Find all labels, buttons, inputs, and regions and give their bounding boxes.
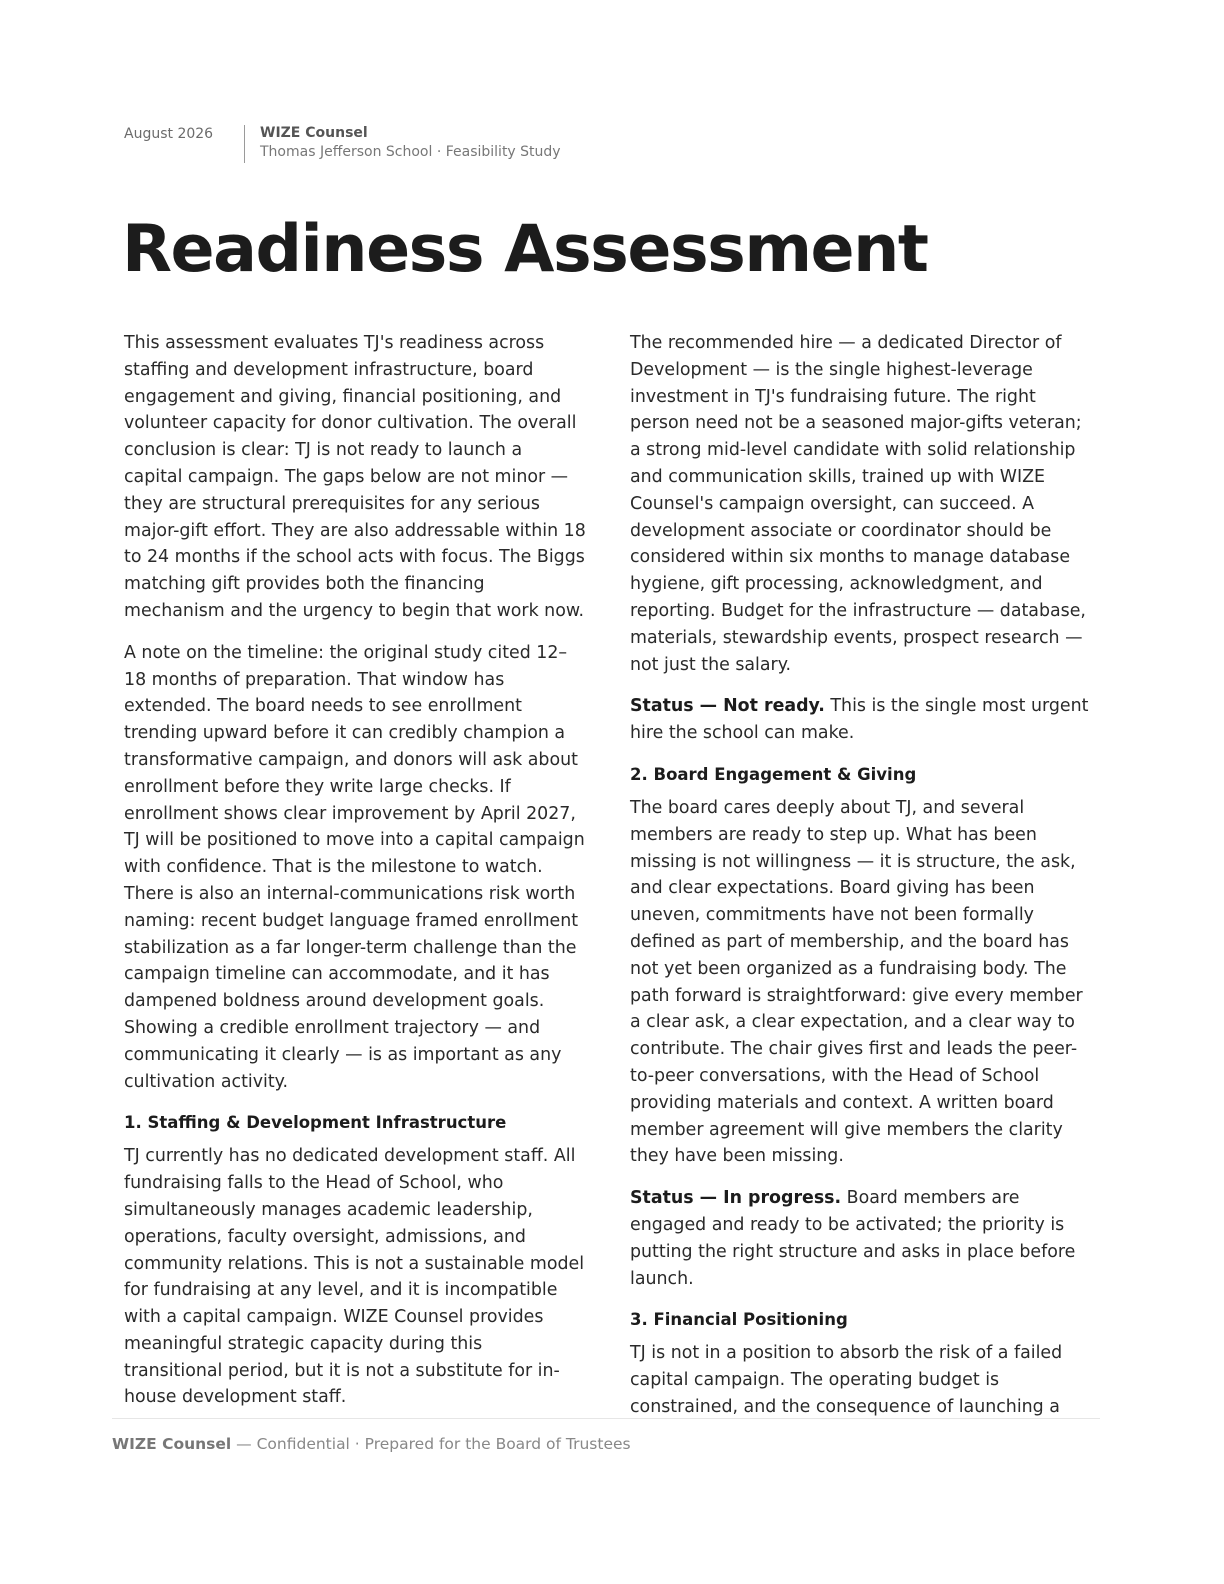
right-column: [630, 330, 1092, 1436]
section-2-paragraph-1: The board cares deeply about TJ, and several members are ready to step up. What has been missing is not willingness — it is structure, the ask, and clear expectations. Board giving has been uneven, commitments have not been formally defined as part of membership, and the board has not yet been organized as a fundraising body. The path forward is straightforward: give every member a clear ask, a clear expectation, and a clear way to contribute. The chair gives first and leads the peer-to-peer conversations, with the Head of School providing materials and context. A written board member agreement will give members the clarity they have been missing.: [630, 797, 1083, 1167]
header-divider: [244, 125, 245, 163]
header-org-name: WIZE Counsel: [260, 125, 368, 141]
footer-text: — Confidential · Prepared for the Board of Trustees: [231, 1435, 631, 1453]
footer-divider: [112, 1418, 1100, 1419]
intro-paragraph-2: A note on the timeline: the original study cited 12–18 months of preparation. That window has extended. The board needs to see enrollment trending upward before it can credibly champion a transformative campaign, and donors will ask about enrollment before they write large checks. If enrollment shows clear improvement by April 2027, TJ will be positioned to move into a capital campaign with confidence. That is the milestone to watch. There is also an internal-communications risk worth naming: recent budget language framed enrollment stabilization as a far longer-term challenge than the campaign timeline can accommodate, and it has dampened boldness around development goals. Showing a credible enrollment trajectory — and communicating it clearly — is as important as any cultivation activity.: [124, 642, 585, 1092]
page-footer: [112, 1433, 631, 1455]
left-column: [124, 330, 586, 1426]
section-2-heading: 2. Board Engagement & Giving: [630, 764, 917, 784]
section-1-status: [630, 693, 1092, 747]
section-1-paragraph-1: TJ currently has no dedicated development staff. All fundraising falls to the Head of School, who simultaneously manages academic leadership, operations, faculty oversight, admissions, and community relations. This is not a sustainable model for fundraising at any level, and it is incompatible with a capital campaign. WIZE Counsel provides meaningful strategic capacity during this transitional period, but it is not a substitute for in-house development staff.: [124, 1146, 585, 1408]
section-3-paragraph-1: TJ is not in a position to absorb the risk of a failed capital campaign. The operating budget is constrained, and the consequence of launching a: [630, 1343, 1063, 1417]
section-2-status-text: Board members are engaged and ready to be activated; the priority is putting the right structure and asks in place before launch.: [630, 1188, 1076, 1289]
section-2-status-label: Status — In progress.: [630, 1188, 842, 1209]
section-2-status: [630, 1185, 1092, 1292]
header-date: August 2026: [124, 126, 214, 142]
section-1-heading: 1. Staffing & Development Infrastructure: [124, 1113, 507, 1133]
page-title: Readiness Assessment: [122, 212, 928, 287]
section-3-heading: 3. Financial Positioning: [630, 1310, 848, 1330]
section-1-paragraph-2: The recommended hire — a dedicated Director of Development — is the single highest-leverage investment in TJ's fundraising future. The right person need not be a seasoned major-gifts veteran; a strong mid-level candidate with solid relationship and communication skills, trained up with WIZE Counsel's campaign oversight, can succeed. A development associate or coordinator should be considered within six months to manage database hygiene, gift processing, acknowledgment, and reporting. Budget for the infrastructure — database, materials, stewardship events, prospect research — not just the salary.: [630, 333, 1086, 675]
intro-paragraph-1: This assessment evaluates TJ's readiness across staffing and development infrastructure, board engagement and giving, financial positioning, and volunteer capacity for donor cultivation. The overall conclusion is clear: TJ is not ready to launch a capital campaign. The gaps below are not minor — they are structural prerequisites for any serious major-gift effort. They are also addressable within 18 to 24 months if the school acts with focus. The Biggs matching gift provides both the financing mechanism and the urgency to begin that work now.: [124, 333, 586, 621]
footer-org-name: WIZE Counsel: [112, 1435, 232, 1453]
document-header: [124, 124, 561, 163]
section-1-status-text: This is the single most urgent hire the school can make.: [630, 696, 1089, 744]
section-1-status-label: Status — Not ready.: [630, 696, 825, 717]
header-org-block: [260, 124, 561, 162]
header-subtitle: Thomas Jefferson School · Feasibility Study: [260, 144, 561, 160]
